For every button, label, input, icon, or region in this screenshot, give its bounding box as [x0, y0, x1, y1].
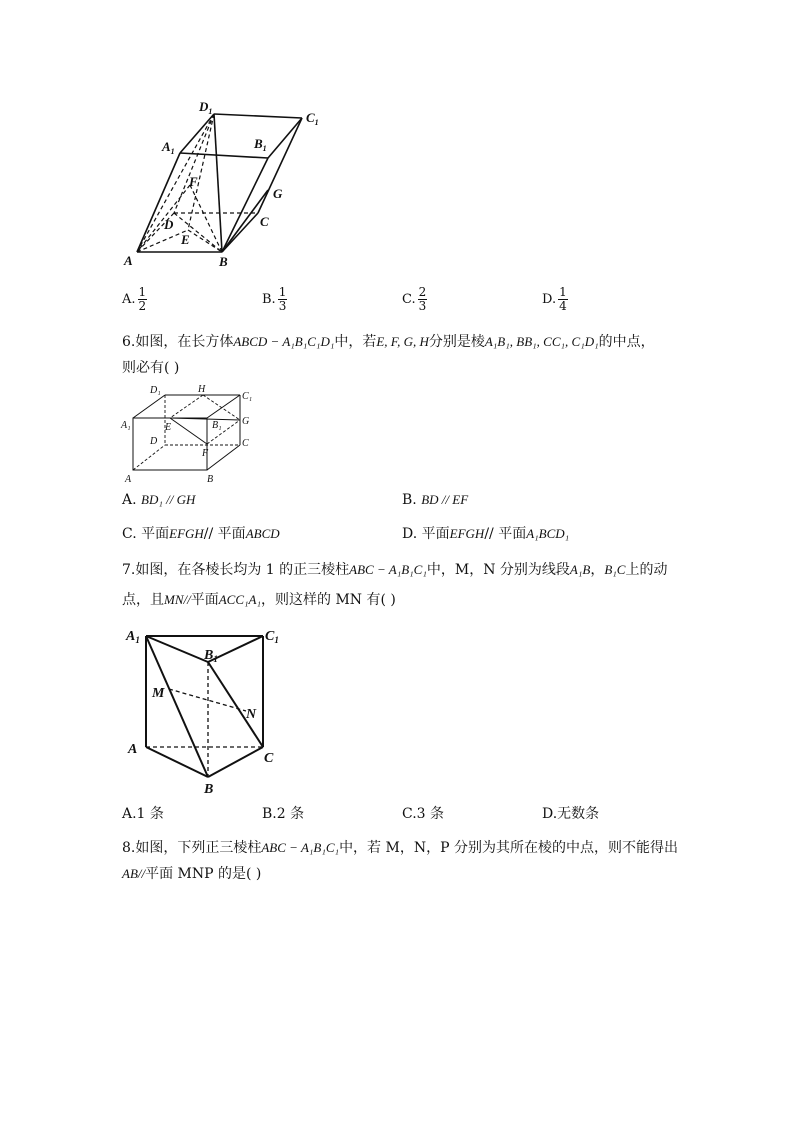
fig5-label-C1: C — [306, 110, 315, 125]
q8-stem-line2: AB//平面 MNP 的是( ) — [122, 866, 262, 882]
fig5-label-E: E — [181, 232, 190, 247]
fig7-label-M: M — [152, 686, 165, 701]
svg-text:C1: $C_1$ — [265, 629, 279, 645]
fig6-label-B1: B₁ — [212, 420, 222, 431]
q6-option-c[interactable]: C. 平面EFGH// 平面ABCD — [122, 526, 280, 542]
q8-stem-line1: 8.如图，下列正三棱柱ABC − A₁B₁C₁中，若 M，N，P 分别为其所在棱的中点，则不能得出 — [122, 840, 678, 856]
q5-option-d[interactable]: D. $\frac{1}{4}$ — [542, 285, 567, 313]
fig6-label-A: A — [125, 474, 132, 485]
q5-option-c[interactable]: C. $\frac{2}{3}$ — [402, 285, 427, 313]
q6-stem-line2: 则必有( ) — [122, 360, 180, 376]
q7-stem-line1: 7.如图，在各棱长均为 1 的正三棱柱ABC − A₁B₁C₁中，M，N 分别为线段A₁B，B₁C上的动 — [122, 562, 668, 578]
fig6-label-C1: C₁ — [242, 391, 253, 402]
fig6-label-G: G — [242, 416, 250, 427]
q5-option-b[interactable]: B. $\frac{1}{3}$ — [262, 285, 287, 313]
fig7-label-A1: A — [126, 629, 136, 644]
fig6-label-C: C — [242, 438, 249, 449]
svg-text:B1: $B_1$ — [204, 648, 218, 664]
figure-q6-cuboid — [118, 380, 258, 490]
fig5-label-D: D — [164, 217, 174, 232]
q5-option-a[interactable]: A. $\frac{1}{2}$ — [122, 285, 147, 313]
figure-q7-prism — [118, 620, 288, 800]
svg-text:D1: $D_1$ — [199, 99, 213, 116]
fig6-label-D1: D₁ — [150, 385, 161, 396]
fig5-label-B1: B — [254, 136, 263, 151]
q7-option-d[interactable]: D.无数条 — [542, 806, 600, 822]
fig6-label-E: E — [165, 422, 172, 433]
q6-option-d[interactable]: D. 平面EFGH// 平面A₁BCD₁ — [402, 526, 570, 542]
q6-option-b[interactable]: B. BD // EF — [402, 492, 469, 508]
fig7-label-N: N — [246, 707, 257, 722]
svg-text:A1: $A_1$ — [126, 629, 140, 645]
figure-q5-parallelepiped — [110, 90, 340, 270]
fig6-label-B: B — [207, 474, 214, 485]
svg-text:B1: $B_1$ — [254, 136, 267, 153]
fig6-label-A1: A₁ — [121, 420, 131, 431]
fig6-label-H: H — [198, 384, 206, 395]
fig5-label-F: F — [189, 174, 198, 189]
fig6-label-D: D — [150, 436, 158, 447]
fig5-label-G: G — [273, 186, 283, 201]
fig7-label-B1: B — [204, 648, 214, 663]
q7-option-c[interactable]: C.3 条 — [402, 806, 445, 822]
fig5-label-A1: A — [162, 139, 171, 154]
fig7-label-A: A — [128, 742, 138, 757]
fig5-label-C: C — [260, 214, 269, 229]
fig5-label-D1: D — [199, 99, 209, 114]
fig7-label-C1: C — [265, 629, 275, 644]
fig7-label-C: C — [264, 751, 274, 766]
q7-stem-line2: 点，且MN//平面ACC₁A₁，则这样的 MN 有( ) — [122, 592, 396, 608]
fig5-label-B: B — [219, 254, 228, 269]
q6-stem-line1: 6.如图，在长方体ABCD − A₁B₁C₁D₁中，若E, F, G, H分别是棱A₁B₁, BB₁, CC₁, C₁D₁的中点， — [122, 334, 655, 350]
fig5-label-A: A — [124, 253, 133, 268]
svg-text:A1: $A_1$ — [162, 139, 175, 156]
fig7-label-B: B — [204, 782, 214, 797]
q7-option-b[interactable]: B.2 条 — [262, 806, 305, 822]
q7-option-a[interactable]: A.1 条 — [122, 806, 164, 822]
fig6-label-F: F — [202, 448, 209, 459]
svg-text:C1: $C_1$ — [306, 110, 319, 127]
q6-option-a[interactable]: A. BD₁ // GH — [122, 492, 196, 508]
